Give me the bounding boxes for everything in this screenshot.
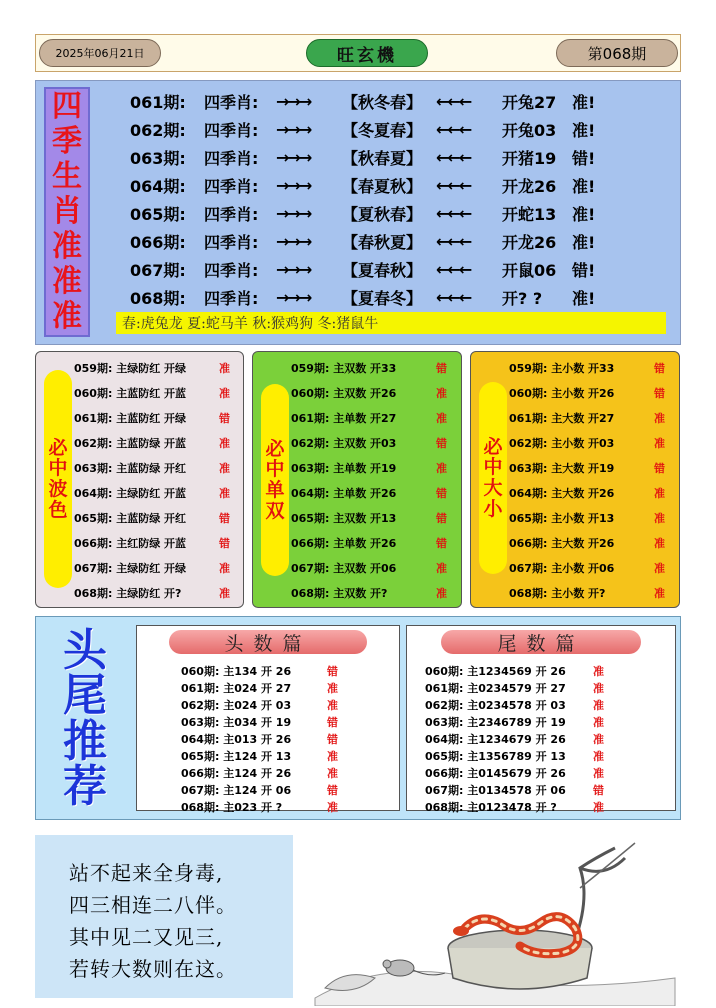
row-verdict: 准 — [219, 387, 230, 400]
prediction-row — [130, 143, 602, 171]
row-text: 063期: 主034 开 19 — [181, 715, 292, 729]
title-char: 中 — [483, 456, 503, 479]
row-verdict: 准 — [327, 800, 338, 814]
row-seasons: 【冬夏春】 — [342, 120, 423, 140]
result-row — [291, 381, 447, 405]
result-row — [509, 406, 665, 430]
row-label: 四季肖: — [204, 92, 259, 112]
row-verdict: 准 — [327, 766, 338, 780]
title-char: 准 — [52, 299, 82, 335]
row-text: 065期: 主双数 开13 — [291, 512, 397, 525]
row-period: 067期: — [130, 260, 186, 280]
row-verdict: 准! — [572, 232, 596, 252]
row-seasons: 【夏春秋】 — [342, 260, 423, 280]
row-arrow-right: →→→ — [276, 119, 311, 139]
row-text: 060期: 主双数 开26 — [291, 387, 397, 400]
row-text: 060期: 主蓝防红 开蓝 — [74, 387, 187, 400]
row-arrow-left: ←←← — [436, 287, 471, 307]
result-row — [74, 431, 230, 455]
row-result: 开鼠06 — [502, 260, 557, 280]
row-verdict: 准 — [654, 412, 665, 425]
title-char: 必 — [483, 435, 503, 458]
row-arrow-right: →→→ — [276, 91, 311, 111]
row-verdict: 准 — [654, 512, 665, 525]
row-text: 062期: 主双数 开03 — [291, 437, 397, 450]
title-char: 单 — [265, 479, 285, 501]
row-verdict: 准 — [436, 387, 447, 400]
row-verdict: 错 — [654, 362, 665, 375]
row-arrow-left: ←←← — [436, 147, 471, 167]
title-char: 肖 — [52, 193, 82, 229]
row-text: 066期: 主红防绿 开蓝 — [74, 537, 187, 550]
row-label: 四季肖: — [204, 176, 259, 196]
row-arrow-right: →→→ — [276, 175, 311, 195]
result-row — [425, 781, 604, 798]
row-verdict: 错 — [327, 783, 338, 797]
poem-line: 四三相连二八伴。 — [69, 893, 237, 917]
row-result: 开龙26 — [502, 232, 557, 252]
row-verdict: 准 — [593, 681, 604, 695]
row-period: 061期: — [130, 92, 186, 112]
title-char: 生 — [52, 158, 82, 194]
row-verdict: 准 — [436, 412, 447, 425]
title-char: 头 — [63, 625, 107, 676]
prediction-row — [130, 171, 602, 199]
row-text: 061期: 主蓝防红 开绿 — [74, 412, 187, 425]
row-text: 060期: 主1234569 开 26 — [425, 664, 566, 678]
row-seasons: 【夏秋春】 — [342, 204, 423, 224]
title-char: 必 — [265, 437, 285, 460]
result-row — [74, 581, 230, 605]
row-verdict: 准! — [572, 204, 596, 224]
row-verdict: 准 — [593, 698, 604, 712]
row-text: 062期: 主0234578 开 03 — [425, 698, 566, 712]
row-verdict: 准 — [327, 698, 338, 712]
row-seasons: 【秋春夏】 — [342, 148, 423, 168]
row-verdict: 准 — [219, 362, 230, 375]
season-legend: 春:虎兔龙 夏:蛇马羊 秋:猴鸡狗 冬:猪鼠牛 — [116, 312, 666, 334]
row-text: 066期: 主0145679 开 26 — [425, 766, 566, 780]
result-row — [291, 581, 447, 605]
title-char: 必 — [48, 436, 68, 459]
date-badge: 2025年06月21日 — [39, 39, 161, 67]
result-row — [509, 506, 665, 530]
result-row — [181, 713, 338, 730]
row-verdict: 准 — [654, 537, 665, 550]
row-verdict: 准 — [219, 437, 230, 450]
row-text: 065期: 主124 开 13 — [181, 749, 292, 763]
four-season-zodiac-section — [35, 80, 681, 345]
row-verdict: 准 — [219, 587, 230, 600]
row-verdict: 准 — [219, 562, 230, 575]
section-title-vertical — [40, 625, 130, 812]
row-period: 062期: — [130, 120, 186, 140]
result-row — [74, 531, 230, 555]
row-text: 068期: 主0123478 开 ? — [425, 800, 557, 814]
row-text: 063期: 主大数 开19 — [509, 462, 615, 475]
row-text: 065期: 主1356789 开 13 — [425, 749, 566, 763]
issue-badge: 第068期 — [556, 39, 678, 67]
head-banner: 头数篇 — [169, 630, 367, 654]
prediction-row — [130, 255, 602, 283]
riddle-poem-box — [35, 835, 293, 998]
result-row — [425, 730, 604, 747]
title-char: 季 — [52, 123, 82, 159]
row-arrow-right: →→→ — [276, 231, 311, 251]
result-row — [509, 381, 665, 405]
row-verdict: 错! — [572, 148, 596, 168]
row-text: 064期: 主1234679 开 26 — [425, 732, 566, 746]
result-row — [181, 747, 338, 764]
result-row — [181, 798, 338, 815]
row-text: 060期: 主134 开 26 — [181, 664, 292, 678]
row-text: 066期: 主单数 开26 — [291, 537, 397, 550]
row-verdict: 错 — [219, 412, 230, 425]
snake-illustration — [305, 828, 685, 1006]
row-verdict: 准 — [327, 749, 338, 763]
row-arrow-left: ←←← — [436, 231, 471, 251]
result-row — [291, 456, 447, 480]
row-text: 062期: 主小数 开03 — [509, 437, 615, 450]
row-verdict: 错 — [219, 512, 230, 525]
result-row — [291, 506, 447, 530]
row-text: 059期: 主小数 开33 — [509, 362, 615, 375]
row-verdict: 准 — [436, 562, 447, 575]
row-verdict: 准 — [654, 437, 665, 450]
result-row — [425, 764, 604, 781]
row-period: 063期: — [130, 148, 186, 168]
result-row — [509, 356, 665, 380]
title-char: 小 — [483, 497, 503, 520]
row-verdict: 准 — [436, 462, 447, 475]
prediction-row — [130, 87, 602, 115]
result-row — [509, 481, 665, 505]
row-text: 060期: 主小数 开26 — [509, 387, 615, 400]
row-text: 067期: 主小数 开06 — [509, 562, 615, 575]
row-text: 066期: 主124 开 26 — [181, 766, 292, 780]
poem-line: 站不起来全身毒, — [69, 861, 224, 885]
row-text: 059期: 主绿防红 开绿 — [74, 362, 187, 375]
result-row — [425, 696, 604, 713]
row-result: 开猪19 — [502, 148, 557, 168]
title-char: 准 — [52, 229, 82, 265]
row-text: 061期: 主024 开 27 — [181, 681, 292, 695]
row-verdict: 准! — [572, 176, 596, 196]
result-row — [181, 679, 338, 696]
row-verdict: 准! — [572, 92, 596, 112]
row-text: 063期: 主蓝防绿 开红 — [74, 462, 187, 475]
row-label: 四季肖: — [204, 232, 259, 252]
result-row — [291, 431, 447, 455]
result-row — [291, 481, 447, 505]
title-char: 双 — [265, 499, 285, 522]
row-text: 068期: 主绿防红 开? — [74, 587, 182, 600]
row-period: 064期: — [130, 176, 186, 196]
row-seasons: 【秋冬春】 — [342, 92, 423, 112]
row-seasons: 【夏春冬】 — [342, 288, 423, 308]
row-period: 068期: — [130, 288, 186, 308]
row-text: 065期: 主小数 开13 — [509, 512, 615, 525]
row-verdict: 准 — [436, 587, 447, 600]
row-verdict: 准 — [593, 732, 604, 746]
row-verdict: 错 — [436, 437, 447, 450]
result-row — [291, 556, 447, 580]
result-row — [74, 481, 230, 505]
row-label: 四季肖: — [204, 148, 259, 168]
prediction-row — [130, 115, 602, 143]
panel-title-oval — [479, 382, 507, 574]
row-verdict: 准 — [219, 462, 230, 475]
row-verdict: 准 — [654, 487, 665, 500]
row-arrow-left: ←←← — [436, 175, 471, 195]
site-title: 旺玄機 — [306, 39, 428, 67]
section-title-vertical — [44, 87, 90, 337]
row-verdict: 错 — [219, 537, 230, 550]
result-row — [74, 381, 230, 405]
title-char: 准 — [52, 264, 82, 300]
row-arrow-right: →→→ — [276, 203, 311, 223]
row-text: 067期: 主0134578 开 06 — [425, 783, 566, 797]
title-char: 尾 — [63, 670, 107, 722]
row-verdict: 准! — [572, 288, 596, 308]
title-char: 波 — [48, 478, 68, 500]
result-row — [291, 531, 447, 555]
row-verdict: 错 — [327, 732, 338, 746]
result-row — [509, 531, 665, 555]
row-verdict: 错 — [436, 362, 447, 375]
row-period: 066期: — [130, 232, 186, 252]
result-row — [181, 781, 338, 798]
row-verdict: 准 — [219, 487, 230, 500]
result-row — [181, 764, 338, 781]
tail-number-box — [406, 625, 676, 814]
row-verdict: 错 — [327, 715, 338, 729]
row-text: 068期: 主小数 开? — [509, 587, 606, 600]
row-period: 065期: — [130, 204, 186, 224]
row-text: 061期: 主0234579 开 27 — [425, 681, 566, 695]
row-label: 四季肖: — [204, 120, 259, 140]
panel-title-oval — [261, 384, 289, 576]
header-bar — [35, 34, 681, 72]
row-verdict: 错 — [593, 783, 604, 797]
poem-line: 其中见二又见三, — [69, 925, 224, 949]
result-row — [291, 406, 447, 430]
row-verdict: 准 — [593, 715, 604, 729]
row-text: 059期: 主双数 开33 — [291, 362, 397, 375]
row-text: 061期: 主大数 开27 — [509, 412, 615, 425]
row-text: 066期: 主大数 开26 — [509, 537, 615, 550]
row-verdict: 准! — [572, 120, 596, 140]
row-text: 064期: 主绿防红 开蓝 — [74, 487, 187, 500]
row-text: 063期: 主2346789 开 19 — [425, 715, 566, 729]
panel-title-oval — [44, 370, 72, 588]
row-text: 063期: 主单数 开19 — [291, 462, 397, 475]
row-text: 062期: 主024 开 03 — [181, 698, 292, 712]
title-char: 荐 — [63, 760, 107, 812]
result-row — [509, 556, 665, 580]
result-row — [74, 456, 230, 480]
row-verdict: 准 — [654, 562, 665, 575]
big-small-panel — [470, 351, 680, 608]
row-seasons: 【春夏秋】 — [342, 176, 423, 196]
prediction-row — [130, 283, 602, 311]
row-result: 开兔27 — [502, 92, 557, 112]
head-number-box — [136, 625, 400, 814]
result-row — [425, 798, 604, 815]
row-verdict: 错 — [436, 537, 447, 550]
row-arrow-left: ←←← — [436, 259, 471, 279]
result-row — [509, 431, 665, 455]
row-text: 068期: 主023 开 ? — [181, 800, 283, 814]
result-row — [74, 506, 230, 530]
row-verdict: 错! — [572, 260, 596, 280]
row-arrow-right: →→→ — [276, 287, 311, 307]
row-label: 四季肖: — [204, 260, 259, 280]
row-result: 开蛇13 — [502, 204, 557, 224]
row-result: 开? ? — [502, 288, 543, 308]
prediction-row — [130, 227, 602, 255]
result-row — [74, 406, 230, 430]
row-label: 四季肖: — [204, 204, 259, 224]
result-row — [425, 713, 604, 730]
odd-even-panel — [252, 351, 462, 608]
row-text: 067期: 主124 开 06 — [181, 783, 292, 797]
row-text: 068期: 主双数 开? — [291, 587, 388, 600]
result-row — [425, 747, 604, 764]
row-arrow-left: ←←← — [436, 203, 471, 223]
row-text: 061期: 主单数 开27 — [291, 412, 397, 425]
result-row — [74, 356, 230, 380]
result-row — [425, 662, 604, 679]
title-char: 推 — [63, 715, 107, 767]
row-verdict: 准 — [654, 587, 665, 600]
result-row — [509, 456, 665, 480]
result-row — [181, 662, 338, 679]
row-text: 062期: 主蓝防绿 开蓝 — [74, 437, 187, 450]
row-verdict: 错 — [654, 462, 665, 475]
row-text: 067期: 主绿防红 开绿 — [74, 562, 187, 575]
row-arrow-left: ←←← — [436, 119, 471, 139]
row-arrow-left: ←←← — [436, 91, 471, 111]
head-tail-section — [35, 616, 681, 820]
result-row — [181, 696, 338, 713]
row-text: 064期: 主大数 开26 — [509, 487, 615, 500]
row-verdict: 准 — [593, 664, 604, 678]
title-char: 中 — [48, 457, 68, 480]
row-verdict: 错 — [436, 487, 447, 500]
row-arrow-right: →→→ — [276, 259, 311, 279]
row-verdict: 准 — [327, 681, 338, 695]
row-label: 四季肖: — [204, 288, 259, 308]
row-verdict: 准 — [593, 749, 604, 763]
row-verdict: 错 — [327, 664, 338, 678]
title-char: 色 — [48, 498, 68, 521]
row-text: 067期: 主双数 开06 — [291, 562, 397, 575]
prediction-row — [130, 199, 602, 227]
row-result: 开龙26 — [502, 176, 557, 196]
poem-line: 若转大数则在这。 — [69, 957, 237, 981]
row-verdict: 错 — [654, 387, 665, 400]
title-char: 四 — [52, 88, 82, 124]
row-arrow-right: →→→ — [276, 147, 311, 167]
result-row — [74, 556, 230, 580]
result-row — [181, 730, 338, 747]
row-text: 065期: 主蓝防绿 开红 — [74, 512, 187, 525]
row-seasons: 【春秋夏】 — [342, 232, 423, 252]
result-row — [291, 356, 447, 380]
tail-banner: 尾数篇 — [441, 630, 641, 654]
result-row — [425, 679, 604, 696]
result-row — [509, 581, 665, 605]
row-verdict: 准 — [593, 800, 604, 814]
row-text: 064期: 主013 开 26 — [181, 732, 292, 746]
row-verdict: 准 — [593, 766, 604, 780]
wave-color-panel — [35, 351, 244, 608]
row-verdict: 错 — [436, 512, 447, 525]
title-char: 中 — [265, 458, 285, 481]
row-result: 开兔03 — [502, 120, 557, 140]
title-char: 大 — [483, 477, 503, 499]
row-text: 064期: 主单数 开26 — [291, 487, 397, 500]
